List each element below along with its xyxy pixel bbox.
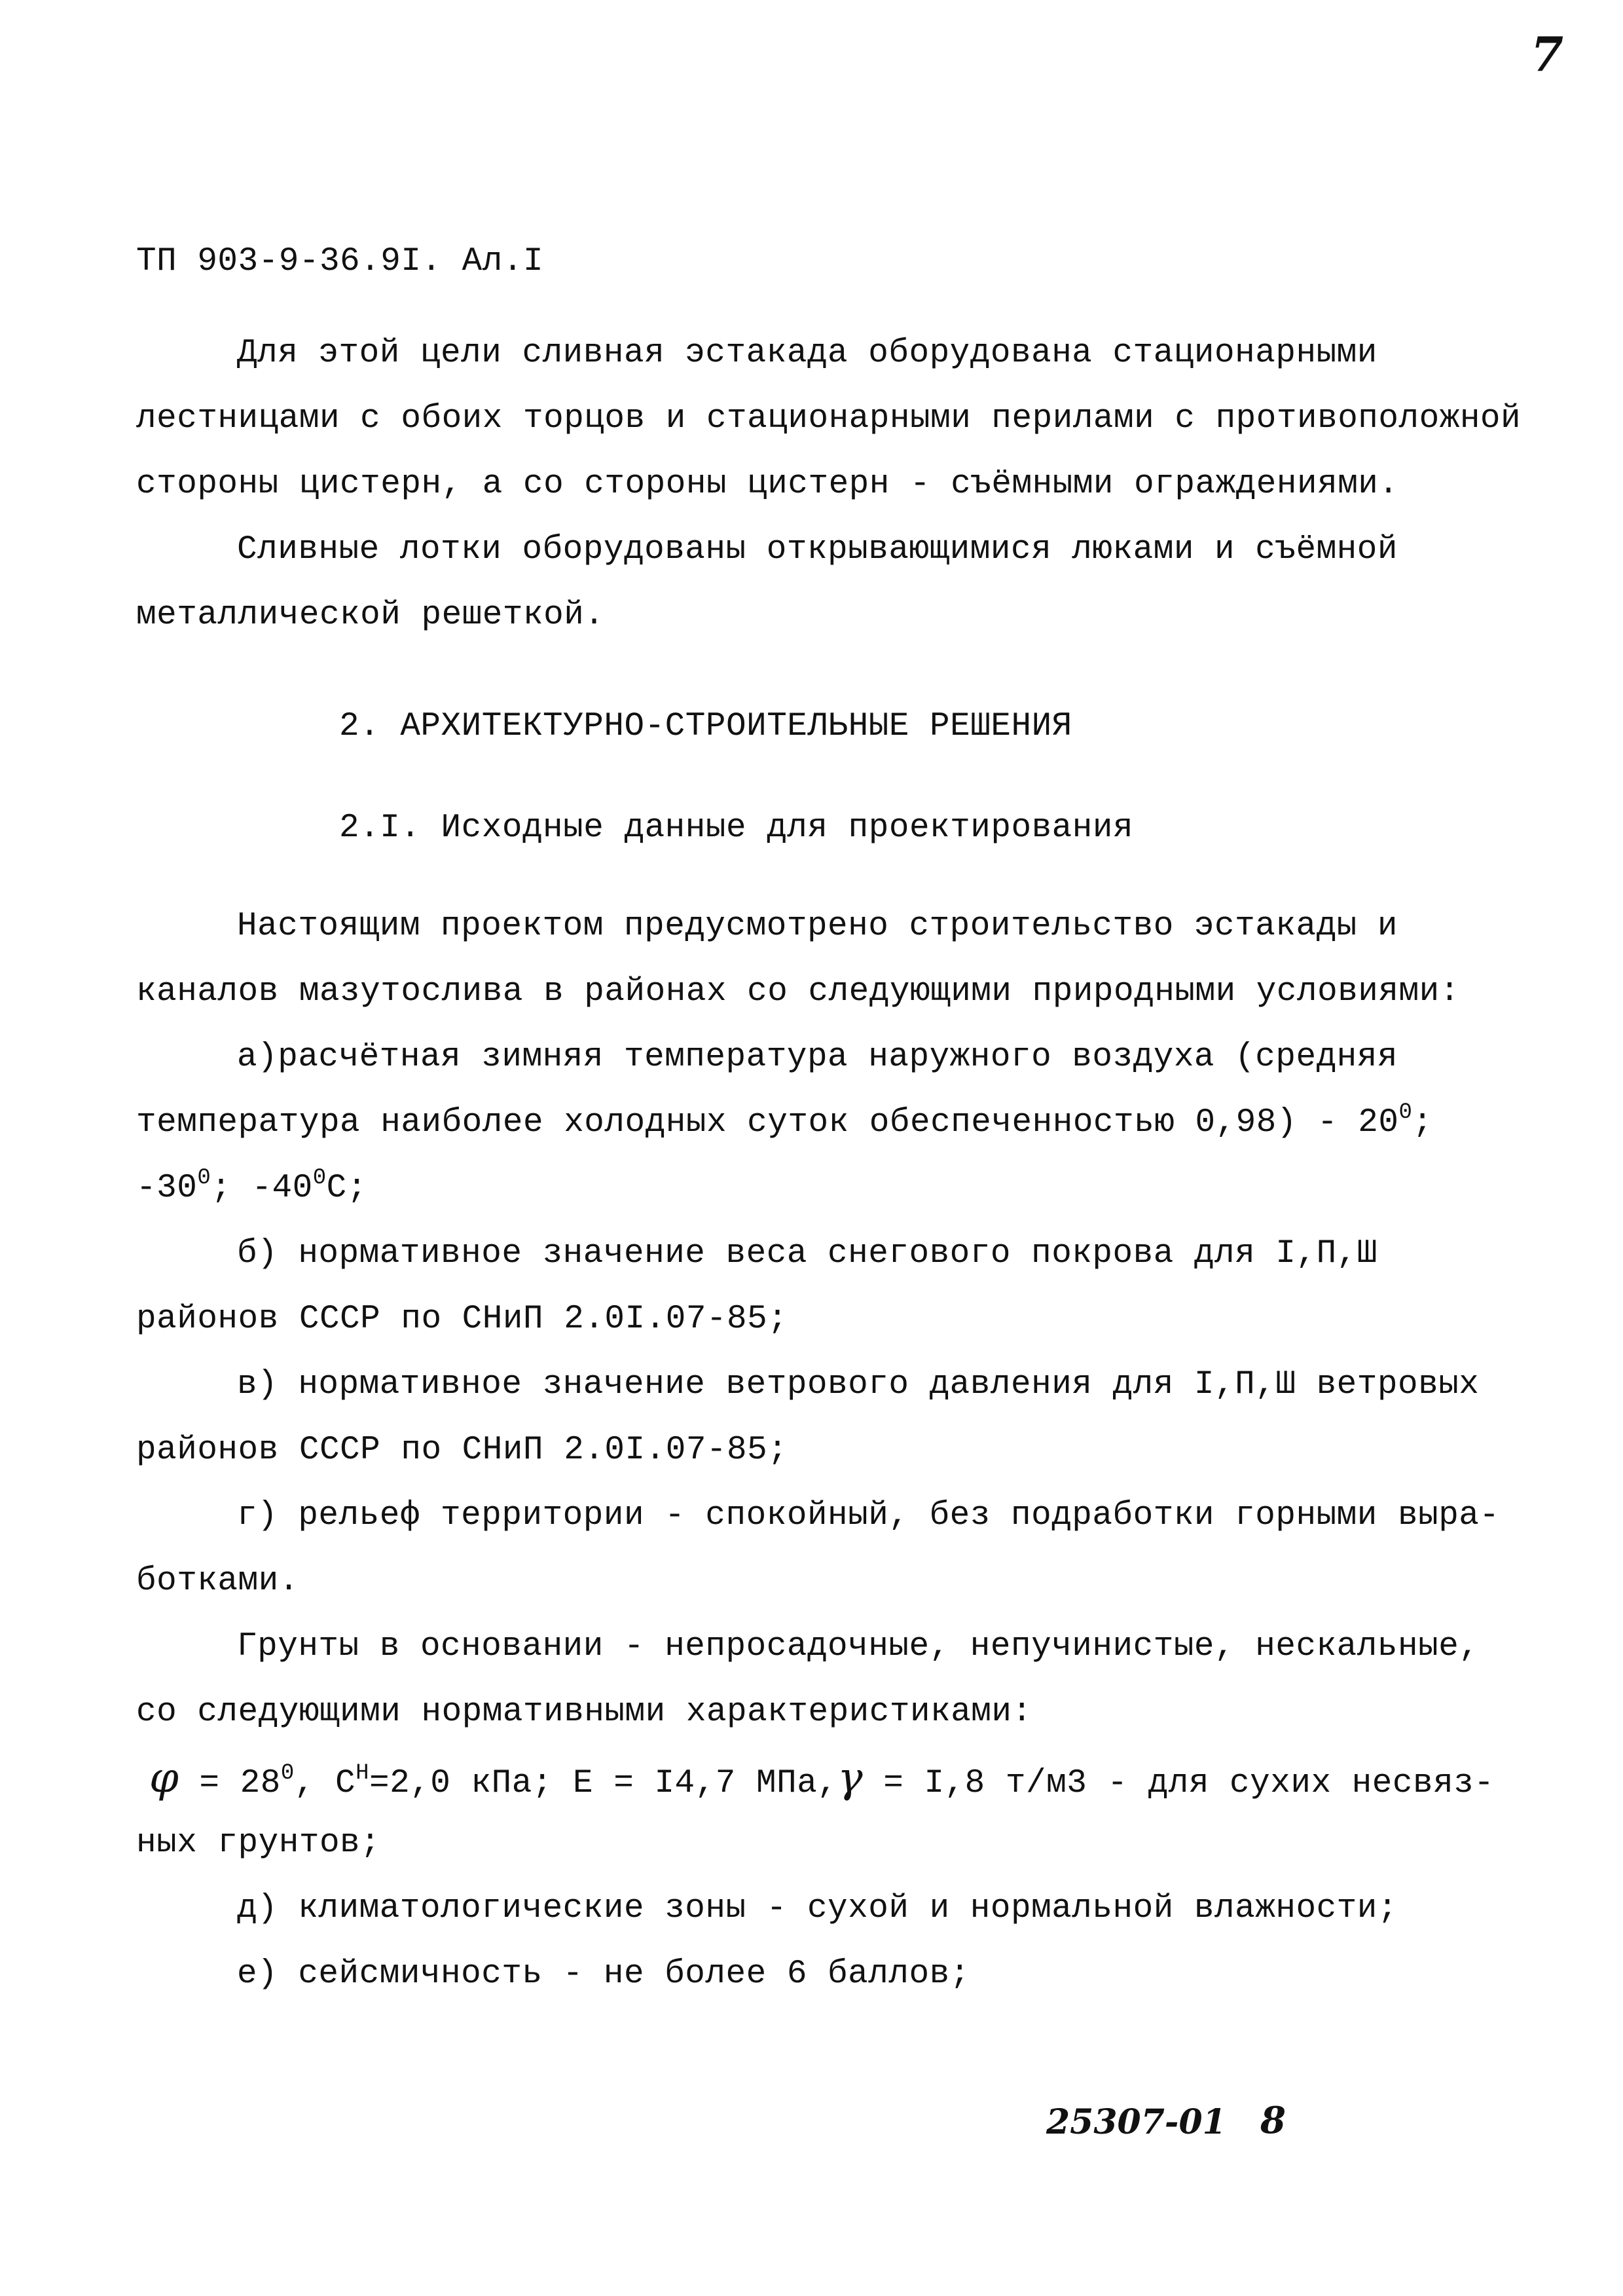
degree-mark: 0 [312,1166,327,1191]
soil-formula-line [149,1745,1494,1817]
item-v-line2: районов СССР по СНиП 2.0I.07-85; [136,1432,788,1469]
item-b-line1: б) нормативное значение веса снегового покрова для I,П,Ш [237,1235,1377,1272]
soil-formula-line2: ных грунтов; [136,1824,381,1862]
body-intro-line2: каналов мазутослива в районах со следующими природными условиями: [136,973,1460,1010]
footer-page-number: 8 [1260,2099,1286,2142]
degree-mark: 0 [1398,1100,1413,1125]
soils-line1: Грунты в основании - непросадочные, непучинистые, нескальные, [237,1628,1480,1665]
formula-part-4: = I,8 т/м3 - для сухих несвяз- [863,1765,1495,1802]
gamma-symbol: γ [837,1754,864,1802]
item-g-line2: ботками. [136,1563,299,1600]
section-title: 2. АРХИТЕКТУРНО-СТРОИТЕЛЬНЫЕ РЕШЕНИЯ [339,708,1072,745]
item-a-line1: а)расчётная зимняя температура наружного воздуха (средняя [237,1039,1398,1076]
formula-part-3: =2,0 кПа; Е = I4,7 МПа, [369,1765,838,1802]
item-g-line1: г) рельеф территории - спокойный, без подработки горными выра- [237,1497,1500,1534]
item-e: е) сейсмичность - не более 6 баллов; [237,1955,970,1993]
intro-p1-line3: стороны цистерн, а со стороны цистерн - съёмными ограждениями. [136,466,1399,503]
intro-p1-line1: Для этой цели сливная эстакада оборудована стационарными [237,335,1377,372]
phi-symbol: φ [149,1754,179,1802]
degree-mark: 0 [280,1761,295,1786]
superscript-h: Н [356,1761,369,1786]
item-a-line2 [136,1090,1433,1156]
degree-mark: 0 [197,1166,211,1191]
intro-p2-line1: Сливные лотки оборудованы открывающимися люками и съёмной [237,531,1398,568]
item-d: д) климатологические зоны - сухой и нормальной влажности; [237,1890,1398,1927]
item-a-line2-tail: ; [1412,1104,1433,1141]
document-code: ТП 903-9-36.9I. Ал.I [136,243,544,280]
subsection-title: 2.I. Исходные данные для проектирования [339,809,1134,847]
item-b-line2: районов СССР по СНиП 2.0I.07-85; [136,1301,788,1338]
formula-part-2: , С [294,1765,356,1802]
body-intro-line1: Настоящим проектом предусмотрено строительство эстакады и [237,908,1398,945]
item-a-line2-text: температура наиболее холодных суток обеспеченностью 0,98) - 20 [136,1104,1399,1141]
page-number: 7 [1531,26,1564,82]
intro-p2-line2: металлической решеткой. [136,597,605,634]
temp-minus-30: -30 [136,1170,198,1207]
item-v-line1: в) нормативное значение ветрового давления для I,П,Ш ветровых [237,1366,1480,1403]
celsius-unit: С; [326,1170,367,1207]
item-a-line3 [136,1156,367,1221]
soils-line2: со следующими нормативными характеристиками: [136,1694,1032,1731]
intro-p1-line2: лестницами с обоих торцов и стационарными перилами с противоположной [136,400,1522,437]
temp-minus-40: ; -40 [211,1170,313,1207]
footer-code: 25307-01 [1046,2102,1226,2142]
formula-part-1: = 28 [179,1765,281,1802]
